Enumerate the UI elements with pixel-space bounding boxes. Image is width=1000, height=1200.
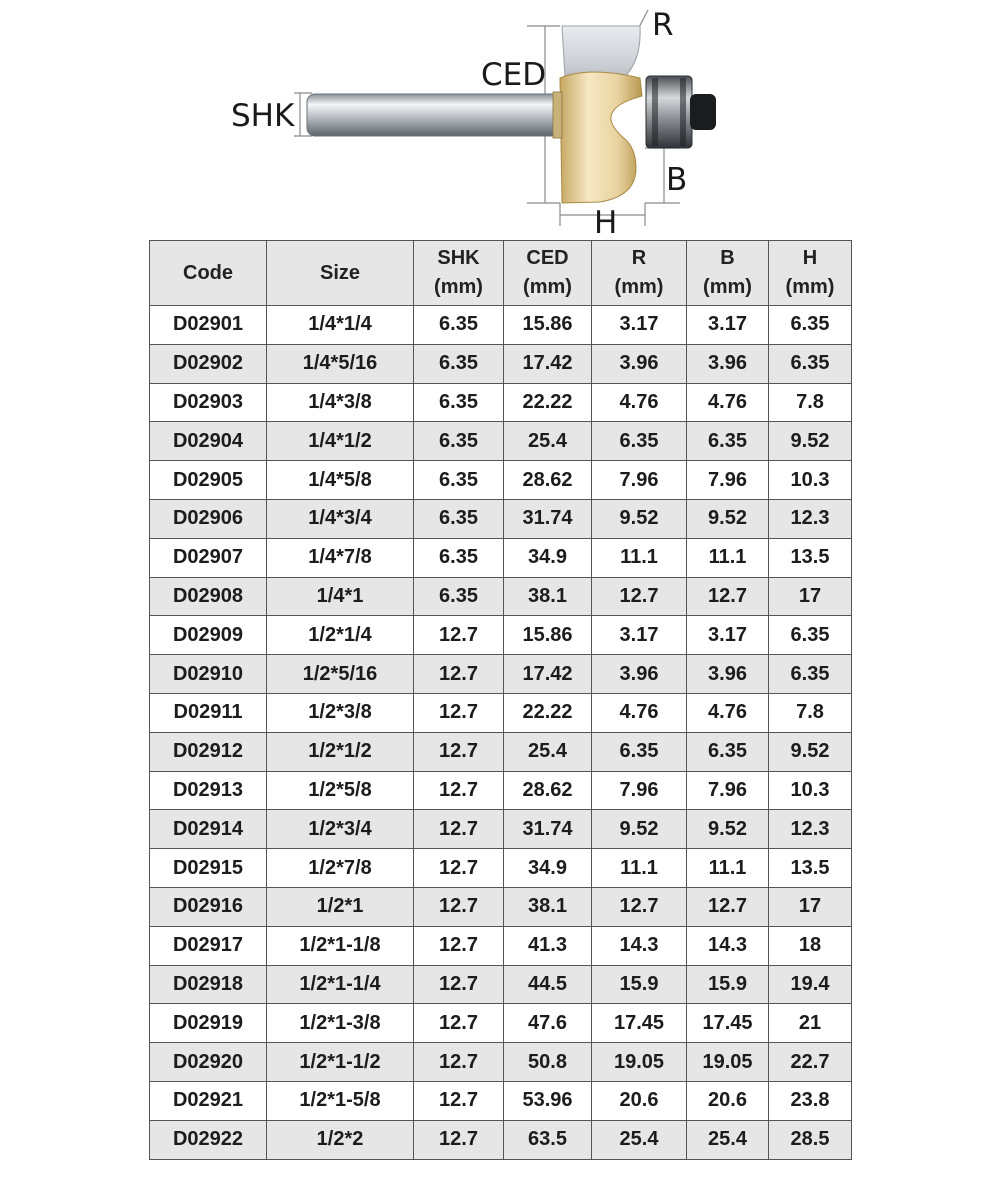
header-b bbox=[687, 241, 769, 306]
cell-code: D02907 bbox=[150, 538, 267, 577]
table-row bbox=[150, 732, 852, 771]
cell-code: D02905 bbox=[150, 461, 267, 500]
cell-shk: 12.7 bbox=[414, 965, 504, 1004]
cell-size: 1/2*3/8 bbox=[267, 693, 414, 732]
header-row bbox=[150, 241, 852, 306]
cell-b: 11.1 bbox=[687, 849, 769, 888]
cell-code: D02914 bbox=[150, 810, 267, 849]
header-label: B bbox=[720, 247, 735, 269]
cell-shk: 12.7 bbox=[414, 887, 504, 926]
table-row bbox=[150, 693, 852, 732]
cell-shk: 12.7 bbox=[414, 655, 504, 694]
cell-code: D02922 bbox=[150, 1120, 267, 1159]
cell-size: 1/4*5/16 bbox=[267, 344, 414, 383]
cell-r: 19.05 bbox=[592, 1043, 687, 1082]
label-h: H bbox=[594, 205, 618, 240]
cell-r: 14.3 bbox=[592, 926, 687, 965]
header-size bbox=[267, 241, 414, 306]
cell-code: D02919 bbox=[150, 1004, 267, 1043]
cell-r: 11.1 bbox=[592, 849, 687, 888]
cell-ced: 15.86 bbox=[504, 306, 592, 345]
cell-size: 1/4*3/4 bbox=[267, 499, 414, 538]
cell-shk: 6.35 bbox=[414, 499, 504, 538]
cell-ced: 41.3 bbox=[504, 926, 592, 965]
cell-b: 19.05 bbox=[687, 1043, 769, 1082]
header-shk bbox=[414, 241, 504, 306]
cell-size: 1/2*1 bbox=[267, 887, 414, 926]
cell-h: 22.7 bbox=[769, 1043, 852, 1082]
cell-shk: 12.7 bbox=[414, 1081, 504, 1120]
label-shk: SHK bbox=[231, 98, 295, 134]
cell-h: 13.5 bbox=[769, 849, 852, 888]
cell-r: 3.96 bbox=[592, 655, 687, 694]
cell-h: 13.5 bbox=[769, 538, 852, 577]
cell-shk: 12.7 bbox=[414, 849, 504, 888]
cell-size: 1/2*1-5/8 bbox=[267, 1081, 414, 1120]
cell-code: D02908 bbox=[150, 577, 267, 616]
cell-h: 9.52 bbox=[769, 422, 852, 461]
cell-h: 10.3 bbox=[769, 461, 852, 500]
header-unit: (mm) bbox=[614, 276, 664, 298]
cell-b: 12.7 bbox=[687, 887, 769, 926]
cell-size: 1/4*3/8 bbox=[267, 383, 414, 422]
cell-code: D02913 bbox=[150, 771, 267, 810]
cell-size: 1/4*1/4 bbox=[267, 306, 414, 345]
shank-shape bbox=[307, 94, 560, 136]
cell-shk: 12.7 bbox=[414, 732, 504, 771]
cell-ced: 53.96 bbox=[504, 1081, 592, 1120]
cell-r: 3.17 bbox=[592, 616, 687, 655]
cell-ced: 22.22 bbox=[504, 383, 592, 422]
table-row bbox=[150, 771, 852, 810]
cell-code: D02901 bbox=[150, 306, 267, 345]
cell-h: 9.52 bbox=[769, 732, 852, 771]
cell-shk: 12.7 bbox=[414, 1043, 504, 1082]
table-row bbox=[150, 887, 852, 926]
table-row bbox=[150, 538, 852, 577]
table-row bbox=[150, 1120, 852, 1159]
cell-size: 1/4*5/8 bbox=[267, 461, 414, 500]
cell-h: 6.35 bbox=[769, 655, 852, 694]
cell-shk: 12.7 bbox=[414, 1004, 504, 1043]
cell-ced: 28.62 bbox=[504, 771, 592, 810]
table-row bbox=[150, 577, 852, 616]
cell-size: 1/2*1-1/8 bbox=[267, 926, 414, 965]
cell-ced: 34.9 bbox=[504, 849, 592, 888]
cell-b: 25.4 bbox=[687, 1120, 769, 1159]
table-row bbox=[150, 616, 852, 655]
cell-size: 1/2*1/4 bbox=[267, 616, 414, 655]
table-row bbox=[150, 965, 852, 1004]
cell-shk: 6.35 bbox=[414, 383, 504, 422]
table-row bbox=[150, 926, 852, 965]
cell-h: 21 bbox=[769, 1004, 852, 1043]
cell-size: 1/2*5/16 bbox=[267, 655, 414, 694]
cell-r: 17.45 bbox=[592, 1004, 687, 1043]
cell-ced: 31.74 bbox=[504, 810, 592, 849]
cell-b: 20.6 bbox=[687, 1081, 769, 1120]
table-row bbox=[150, 461, 852, 500]
label-b: B bbox=[666, 162, 688, 198]
cell-ced: 44.5 bbox=[504, 965, 592, 1004]
cell-size: 1/2*1-3/8 bbox=[267, 1004, 414, 1043]
cell-size: 1/2*1/2 bbox=[267, 732, 414, 771]
cell-shk: 6.35 bbox=[414, 344, 504, 383]
cell-r: 20.6 bbox=[592, 1081, 687, 1120]
table-row bbox=[150, 849, 852, 888]
cell-ced: 22.22 bbox=[504, 693, 592, 732]
cell-shk: 12.7 bbox=[414, 693, 504, 732]
cell-r: 7.96 bbox=[592, 461, 687, 500]
cell-ced: 50.8 bbox=[504, 1043, 592, 1082]
spec-table bbox=[149, 240, 852, 1160]
cell-r: 7.96 bbox=[592, 771, 687, 810]
cell-b: 6.35 bbox=[687, 422, 769, 461]
cell-ced: 38.1 bbox=[504, 887, 592, 926]
table-row bbox=[150, 422, 852, 461]
cell-size: 1/4*1 bbox=[267, 577, 414, 616]
header-code bbox=[150, 241, 267, 306]
router-bit-diagram bbox=[0, 0, 1000, 240]
label-ced: CED bbox=[481, 57, 547, 93]
cell-r: 4.76 bbox=[592, 383, 687, 422]
cell-h: 7.8 bbox=[769, 693, 852, 732]
cell-shk: 12.7 bbox=[414, 810, 504, 849]
cell-ced: 31.74 bbox=[504, 499, 592, 538]
cell-ced: 47.6 bbox=[504, 1004, 592, 1043]
header-label: Size bbox=[319, 261, 361, 284]
table-row bbox=[150, 344, 852, 383]
cell-r: 9.52 bbox=[592, 810, 687, 849]
cell-b: 9.52 bbox=[687, 499, 769, 538]
cell-h: 6.35 bbox=[769, 616, 852, 655]
header-unit: (mm) bbox=[434, 276, 483, 298]
cell-b: 14.3 bbox=[687, 926, 769, 965]
cell-h: 12.3 bbox=[769, 499, 852, 538]
cell-size: 1/2*1-1/4 bbox=[267, 965, 414, 1004]
cell-b: 4.76 bbox=[687, 693, 769, 732]
cell-r: 15.9 bbox=[592, 965, 687, 1004]
cell-b: 6.35 bbox=[687, 732, 769, 771]
cell-size: 1/4*1/2 bbox=[267, 422, 414, 461]
cell-shk: 12.7 bbox=[414, 771, 504, 810]
cell-size: 1/2*1-1/2 bbox=[267, 1043, 414, 1082]
cell-shk: 6.35 bbox=[414, 422, 504, 461]
cell-ced: 15.86 bbox=[504, 616, 592, 655]
header-h bbox=[769, 241, 852, 306]
cell-ced: 63.5 bbox=[504, 1120, 592, 1159]
cell-ced: 25.4 bbox=[504, 422, 592, 461]
cell-r: 12.7 bbox=[592, 887, 687, 926]
cell-shk: 6.35 bbox=[414, 538, 504, 577]
cell-h: 18 bbox=[769, 926, 852, 965]
cell-b: 3.17 bbox=[687, 306, 769, 345]
cell-r: 12.7 bbox=[592, 577, 687, 616]
table-body bbox=[150, 306, 852, 1160]
cell-size: 1/2*3/4 bbox=[267, 810, 414, 849]
header-label: CED bbox=[526, 247, 569, 269]
cell-h: 28.5 bbox=[769, 1120, 852, 1159]
cell-code: D02902 bbox=[150, 344, 267, 383]
cell-h: 12.3 bbox=[769, 810, 852, 849]
cell-b: 11.1 bbox=[687, 538, 769, 577]
cell-h: 17 bbox=[769, 887, 852, 926]
cell-code: D02915 bbox=[150, 849, 267, 888]
cell-code: D02909 bbox=[150, 616, 267, 655]
cell-r: 6.35 bbox=[592, 732, 687, 771]
cell-ced: 34.9 bbox=[504, 538, 592, 577]
cell-code: D02920 bbox=[150, 1043, 267, 1082]
table-row bbox=[150, 810, 852, 849]
cell-h: 6.35 bbox=[769, 306, 852, 345]
header-unit: (mm) bbox=[523, 276, 572, 298]
cell-b: 3.96 bbox=[687, 655, 769, 694]
header-ced bbox=[504, 241, 592, 306]
cell-code: D02911 bbox=[150, 693, 267, 732]
table-row bbox=[150, 306, 852, 345]
header-label: SHK bbox=[437, 247, 480, 269]
cell-h: 17 bbox=[769, 577, 852, 616]
cell-b: 17.45 bbox=[687, 1004, 769, 1043]
cell-code: D02917 bbox=[150, 926, 267, 965]
cutter-body-shape bbox=[560, 72, 642, 203]
cell-code: D02903 bbox=[150, 383, 267, 422]
cell-b: 4.76 bbox=[687, 383, 769, 422]
cell-ced: 17.42 bbox=[504, 344, 592, 383]
table-row bbox=[150, 1043, 852, 1082]
header-label: H bbox=[802, 247, 818, 269]
cell-r: 3.17 bbox=[592, 306, 687, 345]
cell-size: 1/4*7/8 bbox=[267, 538, 414, 577]
header-label: R bbox=[631, 247, 647, 269]
cell-b: 3.96 bbox=[687, 344, 769, 383]
table-row bbox=[150, 1081, 852, 1120]
cell-code: D02904 bbox=[150, 422, 267, 461]
cell-code: D02921 bbox=[150, 1081, 267, 1120]
header-unit: (mm) bbox=[785, 276, 835, 298]
table-row bbox=[150, 655, 852, 694]
cell-shk: 6.35 bbox=[414, 577, 504, 616]
header-label: Code bbox=[183, 261, 233, 284]
cell-code: D02916 bbox=[150, 887, 267, 926]
cell-size: 1/2*2 bbox=[267, 1120, 414, 1159]
cell-code: D02910 bbox=[150, 655, 267, 694]
table-row bbox=[150, 499, 852, 538]
cell-h: 7.8 bbox=[769, 383, 852, 422]
cell-h: 19.4 bbox=[769, 965, 852, 1004]
cell-code: D02906 bbox=[150, 499, 267, 538]
cell-b: 7.96 bbox=[687, 461, 769, 500]
label-r: R bbox=[652, 7, 674, 43]
cell-shk: 6.35 bbox=[414, 306, 504, 345]
cell-h: 23.8 bbox=[769, 1081, 852, 1120]
cell-shk: 6.35 bbox=[414, 461, 504, 500]
cell-b: 3.17 bbox=[687, 616, 769, 655]
cell-code: D02912 bbox=[150, 732, 267, 771]
cell-ced: 28.62 bbox=[504, 461, 592, 500]
table-row bbox=[150, 1004, 852, 1043]
cell-b: 15.9 bbox=[687, 965, 769, 1004]
cell-b: 7.96 bbox=[687, 771, 769, 810]
table-row bbox=[150, 383, 852, 422]
cell-r: 11.1 bbox=[592, 538, 687, 577]
cell-shk: 12.7 bbox=[414, 1120, 504, 1159]
cell-h: 6.35 bbox=[769, 344, 852, 383]
cell-r: 6.35 bbox=[592, 422, 687, 461]
cell-shk: 12.7 bbox=[414, 926, 504, 965]
cell-ced: 38.1 bbox=[504, 577, 592, 616]
cell-b: 12.7 bbox=[687, 577, 769, 616]
cell-size: 1/2*7/8 bbox=[267, 849, 414, 888]
cell-h: 10.3 bbox=[769, 771, 852, 810]
cell-r: 9.52 bbox=[592, 499, 687, 538]
screw-shape bbox=[690, 94, 716, 130]
cell-shk: 12.7 bbox=[414, 616, 504, 655]
cell-code: D02918 bbox=[150, 965, 267, 1004]
header-unit: (mm) bbox=[703, 276, 752, 298]
cell-r: 25.4 bbox=[592, 1120, 687, 1159]
header-r bbox=[592, 241, 687, 306]
cell-b: 9.52 bbox=[687, 810, 769, 849]
cell-ced: 17.42 bbox=[504, 655, 592, 694]
cell-r: 3.96 bbox=[592, 344, 687, 383]
cell-size: 1/2*5/8 bbox=[267, 771, 414, 810]
cell-r: 4.76 bbox=[592, 693, 687, 732]
cell-ced: 25.4 bbox=[504, 732, 592, 771]
